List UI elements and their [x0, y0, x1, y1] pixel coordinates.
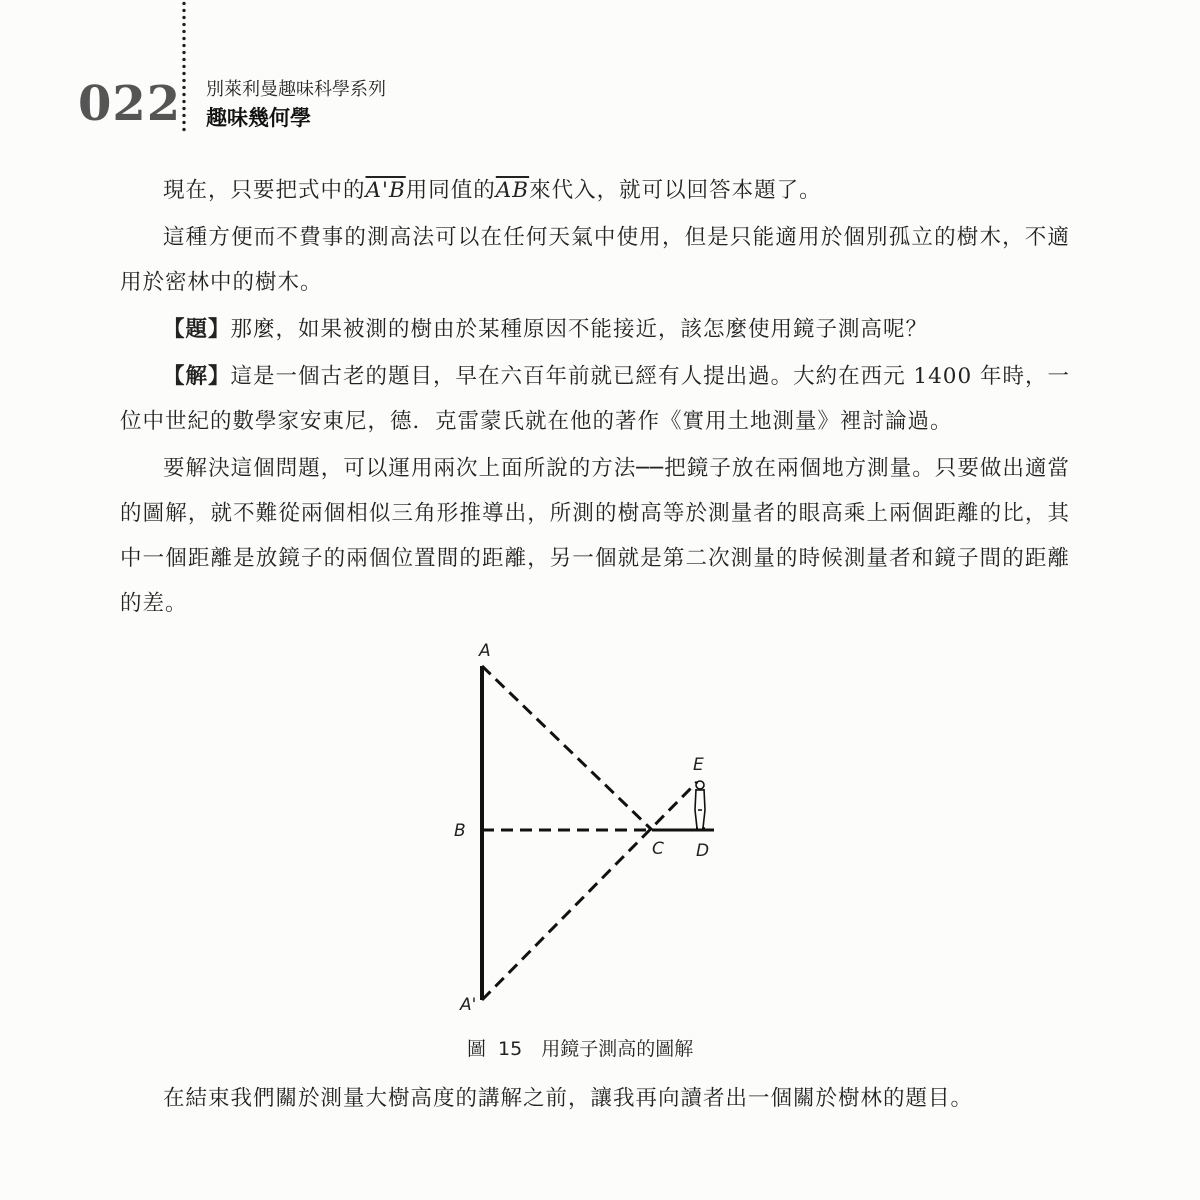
paragraph-2: 這種方便而不費事的測高法可以在任何天氣中使用，但是只能適用於個別孤立的樹木，不適用於密林中的樹木。 — [120, 225, 1070, 295]
segment-a-prime-b: A'B — [365, 178, 406, 203]
p1-mid: 用同值的 — [405, 178, 496, 203]
label-d: D — [696, 841, 710, 861]
answer-text: 這是一個古老的題目，早在六百年前就已經有人提出過。大約在西元 1400 年時，一位中世紀的數學家安東尼，德．克雷蒙氏就在他的著作《實用土地測量》裡討論過。 — [120, 364, 1070, 434]
label-b: B — [454, 821, 466, 841]
paragraph-6: 在結束我們關於測量大樹高度的講解之前，讓我再向讀者出一個關於樹林的題目。 — [163, 1086, 974, 1111]
dashed-line-a-prime-e — [482, 782, 697, 1000]
segment-ab: $\overline{AB}$ — [495, 178, 530, 203]
p1-pre: 現在，只要把式中的 — [163, 178, 366, 203]
question-text: 那麼，如果被測的樹由於某種原因不能接近，該怎麼使用鏡子測高呢？ — [230, 317, 929, 342]
label-e: E — [693, 755, 704, 775]
dashed-line-a-c — [482, 666, 652, 830]
p1-post: 來代入，就可以回答本題了。 — [529, 178, 822, 203]
paragraph-3 — [120, 307, 1070, 352]
paragraph-5: 要解決這個問題，可以運用兩次上面所說的方法──把鏡子放在兩個地方測量。只要做出適當的圖解，就不難從兩個相似三角形推導出，所測的樹高等於測量者的眼高乘上兩個距離的比，其中一個距離是放鏡子的兩個位置間的距離，另一個就是第二次測量的時候測量者和鏡子間的距離的差。 — [120, 456, 1070, 616]
label-a: A — [479, 641, 491, 661]
paragraph-4 — [120, 354, 1070, 444]
series-title: 別萊利曼趣味科學系列 — [206, 79, 386, 100]
mirror-height-diagram — [440, 640, 740, 1020]
header-dotted-rule — [181, 0, 187, 132]
page-number: 022 — [78, 76, 182, 132]
book-title: 趣味幾何學 — [206, 106, 311, 130]
answer-tag: 【解】 — [163, 364, 231, 389]
label-c: C — [652, 839, 664, 859]
paragraph-1 — [120, 168, 1070, 213]
label-a-prime: A' — [460, 995, 477, 1015]
question-tag: 【題】 — [163, 317, 231, 342]
figure-caption: 圖 15 用鏡子測高的圖解 — [467, 1038, 694, 1060]
observer-figure — [695, 781, 705, 828]
